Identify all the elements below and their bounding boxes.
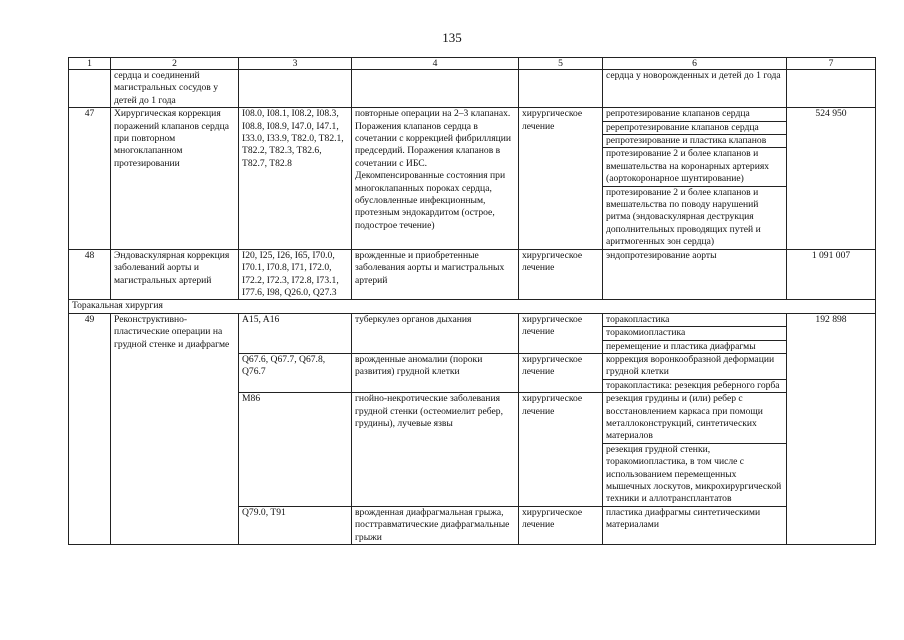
method-item: резекция грудины и (или) ребер с восстановлением каркаса при помощи металлоконструкций, синтетических материалов (603, 393, 786, 444)
cell-name: Эндоваскулярная коррекция заболеваний аорты и магистральных артерий (111, 249, 239, 300)
cell-cost (787, 70, 876, 108)
cell-method: эндопротезирование аорты (603, 249, 787, 300)
cell-treatment: хирургическое лечение (519, 313, 603, 353)
header-col-6: 6 (603, 58, 787, 70)
method-item: протезирование 2 и более клапанов и вмешательства на коронарных артериях (аортокоронарное шунтирование) (603, 148, 786, 186)
cell-methods (603, 506, 787, 544)
cell-codes: I20, I25, I26, I65, I70.0, I70.1, I70.8, I71, I72.0, I72.2, I72.3, I72.8, I73.1, I77.6, I98, Q26.0, Q27.3 (239, 249, 352, 300)
method-item: ререпротезирование клапанов сердца (603, 122, 786, 135)
medical-care-table (68, 57, 876, 545)
method-item: репротезирование клапанов сердца (603, 108, 786, 121)
cell-num: 47 (69, 108, 111, 249)
header-row (69, 58, 876, 70)
cell-cost: 192 898 (787, 313, 876, 544)
cell-cost: 524 950 (787, 108, 876, 249)
cell-model (352, 70, 519, 108)
cell-num: 48 (69, 249, 111, 300)
method-item: торакопластика (603, 314, 786, 327)
cell-cost: 1 091 007 (787, 249, 876, 300)
cell-model: врожденные аномалии (пороки развития) грудной клетки (352, 353, 519, 392)
method-item: протезирование 2 и более клапанов и вмешательства по поводу нарушений ритма (эндоваскулярная деструкция дополнительных проводящих путей и аритмогенных зон сердца) (606, 186, 761, 248)
cell-treatment (519, 70, 603, 108)
cell-codes: M86 (239, 393, 352, 507)
cell-name: сердца и соединений магистральных сосудов у детей до 1 года (111, 70, 239, 108)
cell-num: 49 (69, 313, 111, 544)
page-number: 135 (442, 30, 462, 45)
table-row-49 (69, 313, 876, 353)
cell-num (69, 70, 111, 108)
header-col-1: 1 (69, 58, 111, 70)
cell-treatment: хирургическое лечение (519, 249, 603, 300)
cell-model: туберкулез органов дыхания (352, 313, 519, 353)
cell-model: врожденная диафрагмальная грыжа, посттравматические диафрагмальные грыжи (352, 506, 519, 544)
method-item: торакомиопластика (603, 327, 786, 340)
cell-treatment: хирургическое лечение (519, 506, 603, 544)
cell-treatment: хирургическое лечение (519, 393, 603, 507)
cell-codes: I08.0, I08.1, I08.2, I08.3, I08.8, I08.9, I47.0, I47.1, I33.0, I33.9, T82.0, T82.1, T82.2, T82.3, T82.6, T82.7, T82.8 (239, 108, 352, 249)
method-item: торакопластика: резекция реберного горба (606, 379, 780, 391)
header-col-7: 7 (787, 58, 876, 70)
cell-methods (603, 313, 787, 353)
header-col-4: 4 (352, 58, 519, 70)
method-item: пластика диафрагмы синтетическими материалами (606, 506, 761, 531)
cell-treatment: хирургическое лечение (519, 353, 603, 392)
cell-model: повторные операции на 2–3 клапанах. Поражения клапанов сердца в сочетании с коррекцией фибрилляции предсердий. Поражения клапанов в сочетании с ИБС. Декомпенсированные состояния при многоклапанных пороках сердца, обусловленные инфекционным, протезным эндокардитом (острое, подострое течение) (352, 108, 519, 249)
cell-name: Реконструктивно-пластические операции на грудной стенке и диафрагме (111, 313, 239, 544)
cell-treatment: хирургическое лечение (519, 108, 603, 249)
method-item: коррекция воронкообразной деформации грудной клетки (603, 354, 786, 380)
continuation-row (69, 70, 876, 108)
method-item: перемещение и пластика диафрагмы (606, 340, 756, 352)
table-row-47 (69, 108, 876, 249)
cell-methods (603, 353, 787, 392)
header-col-2: 2 (111, 58, 239, 70)
header-col-3: 3 (239, 58, 352, 70)
method-item: репротезирование и пластика клапанов (603, 135, 786, 148)
cell-methods (603, 393, 787, 507)
section-title: Торакальная хирургия (69, 300, 876, 313)
cell-model: врожденные и приобретенные заболевания аорты и магистральных артерий (352, 249, 519, 300)
method-item: резекция грудной стенки, торакомиопластика, в том числе с использованием перемещенных мышечных лоскутов, микрохирургической техники и аллотрансплантатов (606, 443, 782, 505)
cell-method: сердца у новорожденных и детей до 1 года (603, 70, 787, 108)
table-row-48 (69, 249, 876, 300)
cell-model: гнойно-некротические заболевания грудной стенки (остеомиелит ребер, грудины), лучевые язвы (352, 393, 519, 507)
cell-name: Хирургическая коррекция поражений клапанов сердца при повторном многоклапанном протезировании (111, 108, 239, 249)
header-col-5: 5 (519, 58, 603, 70)
cell-methods (603, 108, 787, 249)
cell-codes: Q79.0, T91 (239, 506, 352, 544)
cell-codes: Q67.6, Q67.7, Q67.8, Q76.7 (239, 353, 352, 392)
cell-codes: A15, A16 (239, 313, 352, 353)
cell-codes (239, 70, 352, 108)
section-row (69, 300, 876, 313)
